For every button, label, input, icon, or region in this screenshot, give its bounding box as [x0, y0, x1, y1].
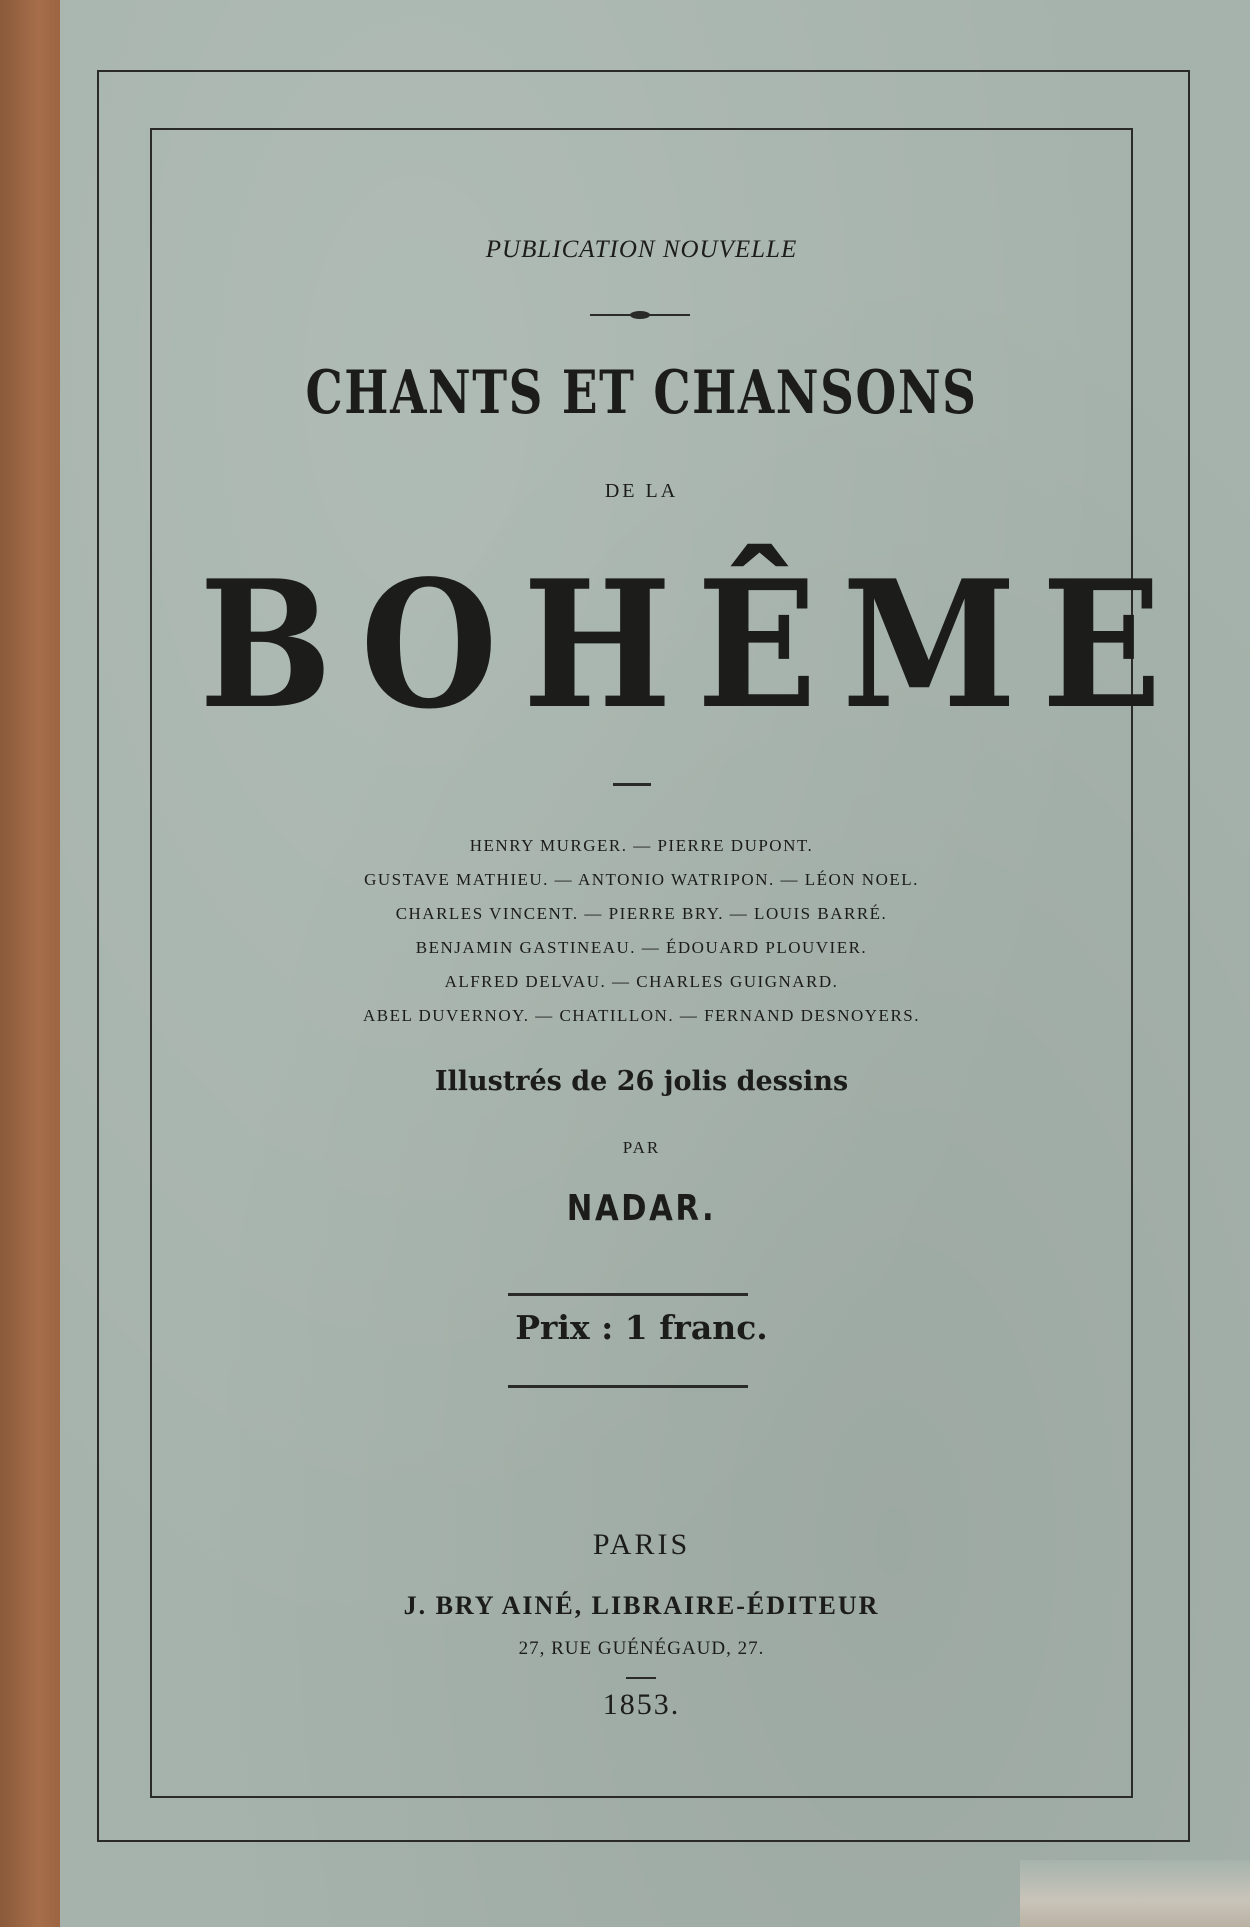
- publication-label: PUBLICATION NOUVELLE: [485, 236, 798, 263]
- title-line-2: DE LA: [604, 480, 679, 502]
- ornament-divider: [590, 308, 690, 322]
- publisher-name: J. BRY AINÉ, LIBRAIRE-ÉDITEUR: [403, 1591, 880, 1620]
- author-line: GUSTAVE MATHIEU. — ANTONIO WATRIPON. — LÉON NOEL.: [364, 870, 919, 889]
- main-title: BOHÊME: [199, 543, 1187, 748]
- illustrator-name: NADAR.: [566, 1188, 717, 1229]
- author-line: ABEL DUVERNOY. — CHATILLON. — FERNAND DESNOYERS.: [363, 1006, 920, 1025]
- publication-year: 1853.: [602, 1688, 681, 1721]
- price-label: Prix : 1 franc.: [515, 1308, 768, 1347]
- torn-paper-corner: [1020, 1860, 1250, 1927]
- illustrations-note: Illustrés de 26 jolis dessins: [434, 1066, 849, 1097]
- title-line-1: CHANTS ET CHANSONS: [305, 358, 978, 428]
- author-line: CHARLES VINCENT. — PIERRE BRY. — LOUIS BARRÉ.: [395, 904, 888, 923]
- city-label: PARIS: [592, 1528, 691, 1561]
- price-rule-bottom: [508, 1385, 748, 1388]
- author-line: ALFRED DELVAU. — CHARLES GUIGNARD.: [444, 972, 839, 991]
- tiny-rule: [626, 1677, 656, 1679]
- title-page: [150, 128, 1187, 1798]
- price-rule-top: [508, 1293, 748, 1296]
- author-line: HENRY MURGER. — PIERRE DUPONT.: [469, 836, 814, 855]
- short-rule: [613, 783, 651, 786]
- publisher-address: 27, RUE GUÉNÉGAUD, 27.: [518, 1638, 765, 1659]
- author-line: BENJAMIN GASTINEAU. — ÉDOUARD PLOUVIER.: [415, 938, 868, 957]
- by-label: PAR: [622, 1138, 661, 1157]
